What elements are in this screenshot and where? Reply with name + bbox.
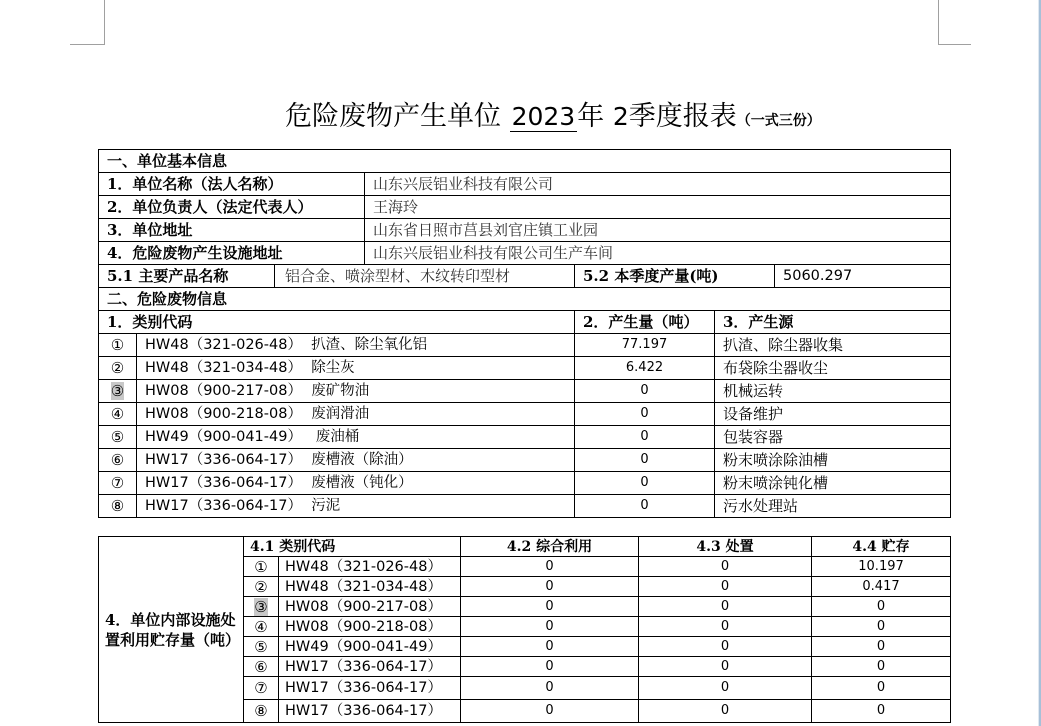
margin-mark-left (70, 0, 105, 45)
waste-name: 污泥 (311, 498, 341, 514)
internal-disposal-table (98, 536, 951, 723)
section1-heading: 一、单位基本信息 (99, 150, 951, 173)
unit-name-label: 1．单位名称（法人名称） (99, 173, 365, 196)
waste-code: HW48（321-026-48） (145, 337, 302, 353)
waste-row (99, 426, 951, 449)
col-disposal: 4.3 处置 (639, 537, 812, 557)
waste-name: 废矿物油 (311, 383, 370, 399)
store-value[interactable]: 0 (812, 700, 951, 723)
waste-name: 除尘灰 (311, 360, 355, 376)
waste-row (99, 380, 951, 403)
row-index: ② (244, 577, 279, 597)
col-sub-category-code: 4.1 类别代码 (244, 537, 461, 557)
waste-qty[interactable]: 0 (575, 472, 715, 495)
output-label: 5.2 本季度产量(吨) (575, 265, 775, 288)
storage-code: HW17（336-064-17） (279, 700, 461, 723)
waste-qty[interactable]: 77.197 (575, 334, 715, 357)
waste-qty[interactable]: 6.422 (575, 357, 715, 380)
waste-source: 扒渣、除尘器收集 (715, 334, 951, 357)
waste-code: HW17（336-064-17） (145, 475, 302, 491)
row-index: ④ (244, 617, 279, 637)
col-storage: 4.4 贮存 (812, 537, 951, 557)
dispose-value[interactable]: 0 (639, 677, 812, 700)
waste-row (99, 449, 951, 472)
unit-head-label: 2．单位负责人（法定代表人） (99, 196, 365, 219)
row-index: ① (244, 557, 279, 577)
waste-qty[interactable]: 0 (575, 495, 715, 518)
storage-code: HW08（900-217-08） (279, 597, 461, 617)
storage-code: HW17（336-064-17） (279, 657, 461, 677)
store-value[interactable]: 0 (812, 677, 951, 700)
output-value[interactable]: 5060.297 (775, 265, 951, 288)
product-label: 5.1 主要产品名称 (99, 265, 275, 288)
use-value[interactable]: 0 (461, 657, 639, 677)
waste-source: 污水处理站 (715, 495, 951, 518)
storage-code: HW17（336-064-17） (279, 677, 461, 700)
use-value[interactable]: 0 (461, 677, 639, 700)
waste-qty[interactable]: 0 (575, 426, 715, 449)
waste-name: 废槽液（除油） (311, 452, 413, 468)
col-quantity: 2．产生量（吨） (575, 311, 715, 334)
row-index: ③ (254, 597, 268, 616)
waste-code: HW17（336-064-17） (145, 498, 302, 514)
use-value[interactable]: 0 (461, 637, 639, 657)
waste-code: HW17（336-064-17） (145, 452, 302, 468)
waste-row (99, 357, 951, 380)
dispose-value[interactable]: 0 (639, 637, 812, 657)
facility-address-label: 4．危险废物产生设施地址 (99, 242, 365, 265)
waste-qty[interactable]: 0 (575, 380, 715, 403)
page-title (285, 94, 821, 134)
waste-source: 布袋除尘器收尘 (715, 357, 951, 380)
col-source: 3．产生源 (715, 311, 951, 334)
title-quarter: 2 (612, 102, 629, 131)
dispose-value[interactable]: 0 (639, 700, 812, 723)
title-prefix: 危险废物产生单位 (285, 101, 501, 132)
use-value[interactable]: 0 (461, 597, 639, 617)
storage-code: HW48（321-026-48） (279, 557, 461, 577)
waste-row (99, 334, 951, 357)
store-value[interactable]: 0 (812, 657, 951, 677)
dispose-value[interactable]: 0 (639, 617, 812, 637)
row-index: ⑦ (244, 677, 279, 700)
storage-code: HW48（321-034-48） (279, 577, 461, 597)
row-index: ④ (99, 403, 137, 426)
waste-row (99, 403, 951, 426)
row-index: ⑥ (244, 657, 279, 677)
row-index: ⑥ (99, 449, 137, 472)
row-index: ⑤ (244, 637, 279, 657)
row-index: ② (99, 357, 137, 380)
waste-qty[interactable]: 0 (575, 403, 715, 426)
waste-source: 包装容器 (715, 426, 951, 449)
row-index: ⑧ (244, 700, 279, 723)
waste-source: 粉末喷涂除油槽 (715, 449, 951, 472)
title-year-suffix: 年 (577, 101, 605, 132)
waste-code: HW08（900-217-08） (145, 383, 302, 399)
margin-mark-right (938, 0, 971, 45)
waste-source: 机械运转 (715, 380, 951, 403)
row-index: ③ (110, 382, 125, 400)
storage-code: HW08（900-218-08） (279, 617, 461, 637)
use-value[interactable]: 0 (461, 700, 639, 723)
col-category-code: 1．类别代码 (99, 311, 575, 334)
col-comprehensive-use: 4.2 综合利用 (461, 537, 639, 557)
waste-code: HW48（321-034-48） (145, 360, 302, 376)
waste-name: 扒渣、除尘氧化铝 (311, 337, 428, 353)
waste-source: 设备维护 (715, 403, 951, 426)
unit-address-value[interactable]: 山东省日照市莒县刘官庄镇工业园 (365, 219, 951, 242)
row-index: ⑤ (99, 426, 137, 449)
store-value[interactable]: 10.197 (812, 557, 951, 577)
product-value[interactable]: 铝合金、喷涂型材、木纹转印型材 (275, 265, 575, 288)
title-quarter-suffix: 季度报表 (628, 101, 737, 132)
section2-heading: 二、危险废物信息 (99, 288, 951, 311)
title-year: 2023 (511, 102, 576, 131)
waste-name: 废油桶 (315, 429, 360, 445)
waste-name: 废润滑油 (311, 406, 370, 422)
row-index: ① (99, 334, 137, 357)
facility-address-value[interactable]: 山东兴辰铝业科技有限公司生产车间 (365, 242, 951, 265)
waste-row (99, 495, 951, 518)
dispose-value[interactable]: 0 (639, 657, 812, 677)
row-index: ⑧ (99, 495, 137, 518)
dispose-value[interactable]: 0 (639, 597, 812, 617)
store-value[interactable]: 0 (812, 637, 951, 657)
unit-name-value[interactable]: 山东兴辰铝业科技有限公司 (365, 173, 951, 196)
waste-source: 粉末喷涂钝化槽 (715, 472, 951, 495)
dispose-value[interactable]: 0 (639, 557, 812, 577)
waste-code: HW49（900-041-49） (145, 429, 302, 445)
report-table (98, 149, 951, 518)
store-value[interactable]: 0 (812, 617, 951, 637)
storage-code: HW49（900-041-49） (279, 637, 461, 657)
use-value[interactable]: 0 (461, 557, 639, 577)
unit-address-label: 3．单位地址 (99, 219, 365, 242)
unit-head-value[interactable]: 王海玲 (365, 196, 951, 219)
waste-qty[interactable]: 0 (575, 449, 715, 472)
row-index: ⑦ (99, 472, 137, 495)
use-value[interactable]: 0 (461, 577, 639, 597)
store-value[interactable]: 0.417 (812, 577, 951, 597)
internal-disposal-label: 4．单位内部设施处置利用贮存量（吨） (99, 537, 244, 723)
store-value[interactable]: 0 (812, 597, 951, 617)
use-value[interactable]: 0 (461, 617, 639, 637)
title-note: （一式三份） (736, 113, 821, 129)
waste-code: HW08（900-218-08） (145, 406, 302, 422)
waste-row (99, 472, 951, 495)
dispose-value[interactable]: 0 (639, 577, 812, 597)
waste-name: 废槽液（钝化） (311, 475, 413, 491)
